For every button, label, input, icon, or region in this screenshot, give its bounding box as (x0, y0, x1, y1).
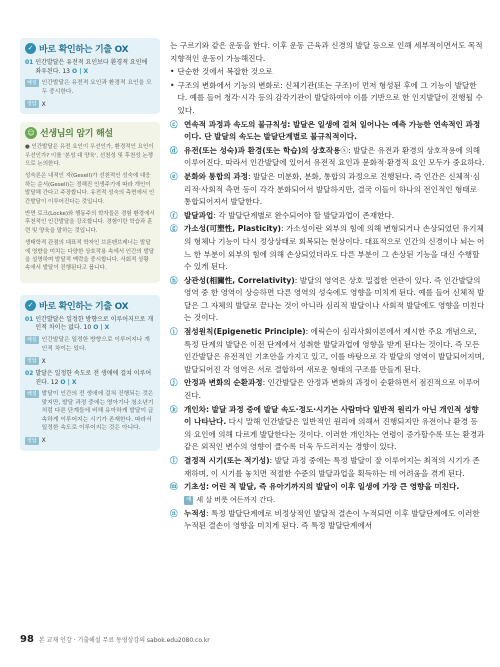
principle-item (170, 210, 485, 223)
tip-paragraph: 반면 로크(Locke)와 행동주의 학자들은 경험 환경에서 후천적인 인간발달을 강조합니다. 경험이란 학습과 훈련 및 양육을 말하는 것입니다. (25, 211, 155, 234)
answer-row (25, 100, 155, 108)
question-text (35, 59, 155, 76)
item-text (184, 275, 485, 325)
item-heading: 안정과 변화의 순환과정 (184, 378, 263, 388)
bullet-marker: • (170, 67, 175, 77)
item-heading: 연속적 과정과 속도의 불규칙성: 발달은 일생에 걸쳐 일어나는 예측 가능한 연속적인 과정이다. 단 발달의 속도는 발달단계별로 불규칙적이다. (184, 119, 481, 142)
item-marker: ⓙ (170, 378, 178, 388)
item-text (184, 377, 485, 402)
tip-paragraph: ● 인간발달은 유전 요인이 우선인가, 환경적인 요인이 우선인가? 이를 '본성 대 양육', 선천성 및 후천성 논쟁으로 논의한다. (25, 144, 154, 167)
bullet-text: 단순한 것에서 복잡한 것으로 (177, 67, 273, 77)
item-marker: ⓝ (170, 508, 178, 518)
item-text (184, 223, 485, 273)
answer-tag: 정답 (27, 437, 37, 444)
item-text (184, 119, 485, 144)
footer-text: 본 교재 인강 · 기출해설 무료 동영상강의 sabok.edu2080.co.kr (38, 637, 210, 644)
principle-item (170, 377, 485, 402)
item-text (184, 481, 459, 494)
item-marker: ⓚ (170, 404, 178, 414)
quiz-title: 바로 확인하는 기출 OX (39, 45, 129, 55)
tip-paragraph: 생태학적 관점의 대표적 학자인 브론펜브레너는 발달에 영향을 미치는 다양한 상호작용 속에서 인간의 발달을 설명하며 발달적 맥락을 중시합니다. 사회적 상황 속에서 발달이 진행된다고 봅니다. (25, 240, 155, 272)
item-text (184, 171, 485, 209)
item-text (184, 145, 485, 170)
check-icon: ✓ (25, 300, 36, 311)
item-heading: 발달과업 (184, 210, 214, 220)
question-number: 01 (25, 59, 34, 66)
bullet-text: 구조의 변화에서 기능의 변화로: 신체기관(또는 구조)이 먼저 형성된 후에 그 기능이 발달한다. 예를 들어 청각·시각 등의 감각기관이 발달하여야 이를 기반으로 한 인지발달이 진행될 수 있다. (177, 80, 483, 115)
explain-text: 발달이 인간의 전 생애에 걸쳐 진행되는 것은 맞지만, 발달 과정 중에는 영아기나 청소년기처럼 다른 단계들에 비해 유아하게 발달이 급속하게 이루어지는 시기가 존재한다. 따라서 일정한 속도로 이루어지는 것은 아니다. (41, 391, 154, 432)
item-marker: ⓛ (170, 456, 178, 465)
item-marker: ⓕ (170, 210, 178, 220)
item-heading: 가소성(可塑性, Plasticity) (184, 224, 281, 234)
item-marker: ⓒ (170, 119, 178, 129)
item-body: ⓧ: 발달은 유전과 환경의 상호작용에 의해 이루어진다. 따라서 인간발달에 있어서 유전적 요인과 문화적·환경적 요인 모두가 중요하다. (184, 145, 485, 168)
example-note (184, 495, 485, 506)
item-heading: 유전(또는 성숙)과 환경(또는 학습)의 상호작용 (184, 145, 341, 155)
intro-paragraph: 는 구르기와 같은 운동을 한다. 이후 운동 근육과 신경의 발달 등으로 인해 세부적이면서도 목적지향적인 운동이 가능해진다. (170, 41, 483, 63)
item-heading: 개인차: 발달 과정 중에 발달 속도·정도·시기는 사람마다 일반적 원리가 아닌 개인적 성향이 나타난다. (184, 404, 479, 427)
item-body: : 각 발달단계별로 완수되어야 할 발달과업이 존재한다. (213, 210, 395, 220)
answer-row (25, 357, 155, 365)
item-body: : 특정 발달단계에로 비정상적인 발달적 결손이 누적되면 이후 발달단계에도 이러한 누적된 결손이 영향을 미치게 된다. 즉 특정 발달단계에서 (184, 508, 480, 531)
question-body: 발달은 일정한 속도로 전 생애에 걸쳐 이루어진다. 12 (35, 370, 152, 386)
principle-item (170, 404, 485, 454)
tip-paragraph: 성숙론은 내적인 자(Gesell)가 선천적인 성숙에 대응하는 순서(Gesell)는 정해진 인생주기에 따라 개인이 발달해 간다고 주장합니다. 유전적 성숙의 측면에서 인간발달이 이루어진다는 것입니다. (25, 173, 155, 205)
item-body: : 발달은 미분화, 분화, 통합의 과정으로 진행된다. 즉 인간은 신체적·심리적·사회적 측면 등이 각각 분화되어서 발달하지만, 결국 이들이 하나의 전인적인 형태로 통합되어져서 발달한다. (184, 171, 480, 207)
item-marker: ⓓ (170, 145, 178, 155)
bullet-item (170, 66, 485, 80)
bullet-marker: • (170, 80, 175, 90)
quiz-question (25, 59, 155, 76)
item-heading: 결정적 시기(또는 적기성) (184, 456, 270, 465)
item-marker: ⓗ (170, 275, 178, 285)
main-content (170, 40, 485, 534)
question-number: 01 (25, 315, 34, 323)
question-body: 인간발달은 일정한 방향으로 이루어지므로 개인적 차이는 없다. 10 (35, 315, 154, 332)
answer-tag: 정답 (27, 358, 37, 365)
item-heading: 점성원칙(Epigenetic Principle) (184, 327, 306, 337)
ox-marker: O | X (93, 324, 110, 332)
question-number: 02 (25, 370, 34, 378)
item-text (184, 508, 485, 533)
explain-text: 인간발달은 유전적 요인과 환경적 요인을 모두 중시한다. (41, 80, 152, 95)
quiz-box-1 (20, 38, 160, 114)
teacher-icon: ☺ (25, 127, 37, 139)
ox-marker: O | X (72, 67, 89, 75)
principle-item (170, 223, 485, 273)
item-text (184, 455, 485, 480)
tip-title: 선생님의 암기 해설 (40, 129, 113, 140)
item-heading: 누적성 (184, 508, 207, 518)
item-marker: ⓘ (170, 327, 178, 337)
page-number: 98 (20, 634, 34, 645)
sidebar (20, 38, 160, 451)
item-text (184, 404, 485, 454)
principle-item (170, 455, 485, 480)
principle-item (170, 171, 485, 209)
bullet-item (170, 80, 485, 119)
quiz-question (25, 370, 155, 387)
principles-list (170, 119, 485, 533)
answer-value: X (41, 100, 46, 108)
explain-tag: 해설 (27, 337, 37, 344)
explain-row (25, 336, 155, 353)
item-heading: 분화와 통합의 과정 (184, 171, 248, 181)
item-text (184, 326, 485, 376)
item-body: : 에릭슨이 심리사회이론에서 제시한 주요 개념으로, 특정 단계의 발달은 이전 단계에서 성취한 발달과업에 영향을 받게 된다는 것이다. 즉 모든 인간발달은 유전적인 기초안을 가지고 있고, 이를 바탕으로 각 발달의 영역이 발달되어지며, 발달되어진 각 영역은 서로 결합하여 새로운 형태의 구조를 만들게 된다. (184, 327, 485, 374)
answer-value: X (41, 437, 46, 445)
item-text (184, 210, 394, 223)
principle-item (170, 145, 485, 170)
teacher-tip-box (20, 122, 160, 283)
principle-item (170, 481, 485, 494)
quiz-header (25, 299, 155, 312)
principle-item (170, 326, 485, 376)
answer-tag: 정답 (27, 101, 37, 108)
question-body: 인간발달은 유전적 요인보다 환경적 요인에 좌우된다. 13 (35, 59, 148, 75)
item-heading: 상관성(相關性, Correlativity) (184, 275, 295, 285)
explain-tag: 해설 (27, 391, 37, 398)
principle-item (170, 275, 485, 325)
explain-row (25, 79, 155, 96)
item-marker: ⓜ (170, 482, 178, 492)
example-tag: 예 (186, 496, 192, 503)
check-icon: ✓ (25, 43, 36, 54)
example-text: 세 살 버릇 여든까지 간다. (196, 495, 276, 504)
explain-text: 인간발달은 일정한 방향으로 이루어지나 개인적 차이는 있다. (41, 337, 150, 352)
item-body: : 발달의 영역은 상호 밀접한 연관이 있다. 즉 인간발달의 영역 중 한 영역이 상승하면 다른 영역의 성숙에도 영향을 미치게 된다. 예를 들어 신체적 발달은 그 자체의 발달로 끝나는 것이 아니라 심리적 발달이나 사회적 발달에도 영향을 미친다는 것이다. (184, 275, 485, 323)
item-heading: 기초성: 어린 적 발달, 즉 유아기까지의 발달이 이후 일생에 가장 큰 영향을 미친다. (184, 482, 460, 492)
explain-tag: 해설 (27, 80, 37, 87)
footer (20, 634, 480, 645)
quiz-header (25, 42, 155, 55)
quiz-box-2 (20, 295, 160, 451)
item-body: : 인간발달은 안정과 변화의 과정이 순환하면서 점진적으로 이루어진다. (184, 378, 481, 401)
explain-row (25, 390, 155, 433)
quiz-question (25, 316, 155, 333)
answer-value: X (41, 357, 46, 365)
principle-item (170, 119, 485, 144)
ox-marker: O | X (60, 378, 77, 386)
question-text (35, 370, 155, 387)
principle-item (170, 508, 485, 533)
tip-header (25, 126, 155, 139)
item-marker: ⓔ (170, 171, 178, 181)
item-body: : 가소성이란 외부의 힘에 의해 변형되거나 손상되었던 유기체의 형체나 기능이 다시 정상상태로 회복되는 현상이다. 대표적으로 인간의 신경이나 뇌는 어느 한 부분이 외부의 힘에 의해 손상되었더라도 다른 부분이 그 손상된 기능을 대신 수행할 수 있게 된다. (184, 224, 485, 272)
answer-row (25, 437, 155, 445)
item-marker: ⓖ (170, 224, 178, 234)
quiz-title: 바로 확인하는 기출 OX (39, 301, 129, 312)
question-text (35, 316, 155, 333)
item-body: 다시 말해 인간발달은 일반적인 원리에 의해서 진행되지만 유전이나 환경 등의 요인에 의해 다르게 발달한다는 것이다. 이러한 개인차는 연령이 증가할수록 또는 환경과 같은 외적인 변수의 영향이 클수록 더욱 두드러지는 경향이 있다. (184, 417, 485, 452)
item-body: : 발달 과정 중에는 특정 발달이 잘 이루어지는 최적의 시기가 존재하며, 이 시기를 놓치면 적절한 수준의 발달과업을 획득하는 데 어려움을 겪게 된다. (184, 456, 480, 478)
